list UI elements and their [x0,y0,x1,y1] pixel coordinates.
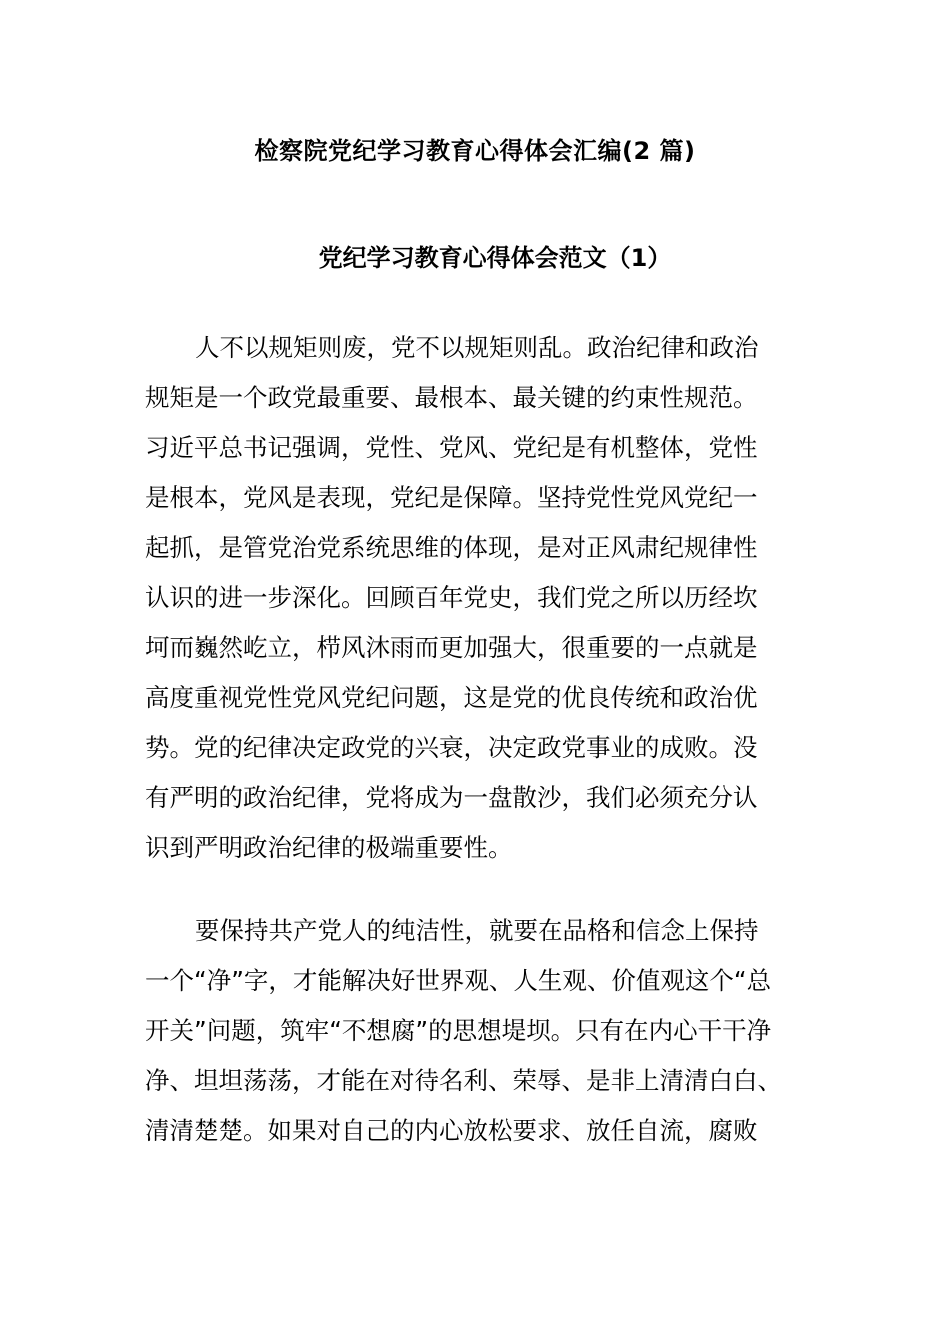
paragraph-2 [145,906,795,1156]
paragraph-line: 清清楚楚。如果对自己的内心放松要求、放任自流，腐败 [145,1116,758,1145]
paragraph-line: 识到严明政治纪律的极端重要性。 [145,833,513,862]
paragraph-line: 要保持共产党人的纯洁性，就要在品格和信念上保持 [195,916,759,945]
paragraph-line: 坷而巍然屹立，栉风沐雨而更加强大，很重要的一点就是 [145,633,758,662]
paragraph-line: 习近平总书记强调，党性、党风、党纪是有机整体，党性 [145,433,758,462]
paragraph-line: 认识的进一步深化。回顾百年党史，我们党之所以历经坎 [145,583,758,612]
paragraph-line: 人不以规矩则废，党不以规矩则乱。政治纪律和政治 [195,333,759,362]
document-title: 检察院党纪学习教育心得体会汇编(2 篇) [254,137,696,165]
paragraph-1 [145,323,795,873]
paragraph-line: 是根本，党风是表现，党纪是保障。坚持党性党风党纪一 [145,483,758,512]
paragraph-line: 净、坦坦荡荡，才能在对待名利、荣辱、是非上清清白白、 [145,1066,782,1095]
paragraph-line: 有严明的政治纪律，党将成为一盘散沙，我们必须充分认 [145,783,758,812]
paragraph-line: 起抓，是管党治党系统思维的体现，是对正风肃纪规律性 [145,533,758,562]
paragraph-line: 开关”问题，筑牢“不想腐”的思想堤坝。只有在内心干干净 [145,1016,772,1045]
paragraph-line: 势。党的纪律决定政党的兴衰，决定政党事业的成败。没 [145,733,758,762]
section-title: 党纪学习教育心得体会范文（1） [318,244,672,272]
paragraph-line: 高度重视党性党风党纪问题，这是党的优良传统和政治优 [145,683,758,712]
paragraph-line: 规矩是一个政党最重要、最根本、最关键的约束性规范。 [145,383,758,412]
paragraph-line: 一个“净”字，才能解决好世界观、人生观、价值观这个“总 [145,966,772,995]
